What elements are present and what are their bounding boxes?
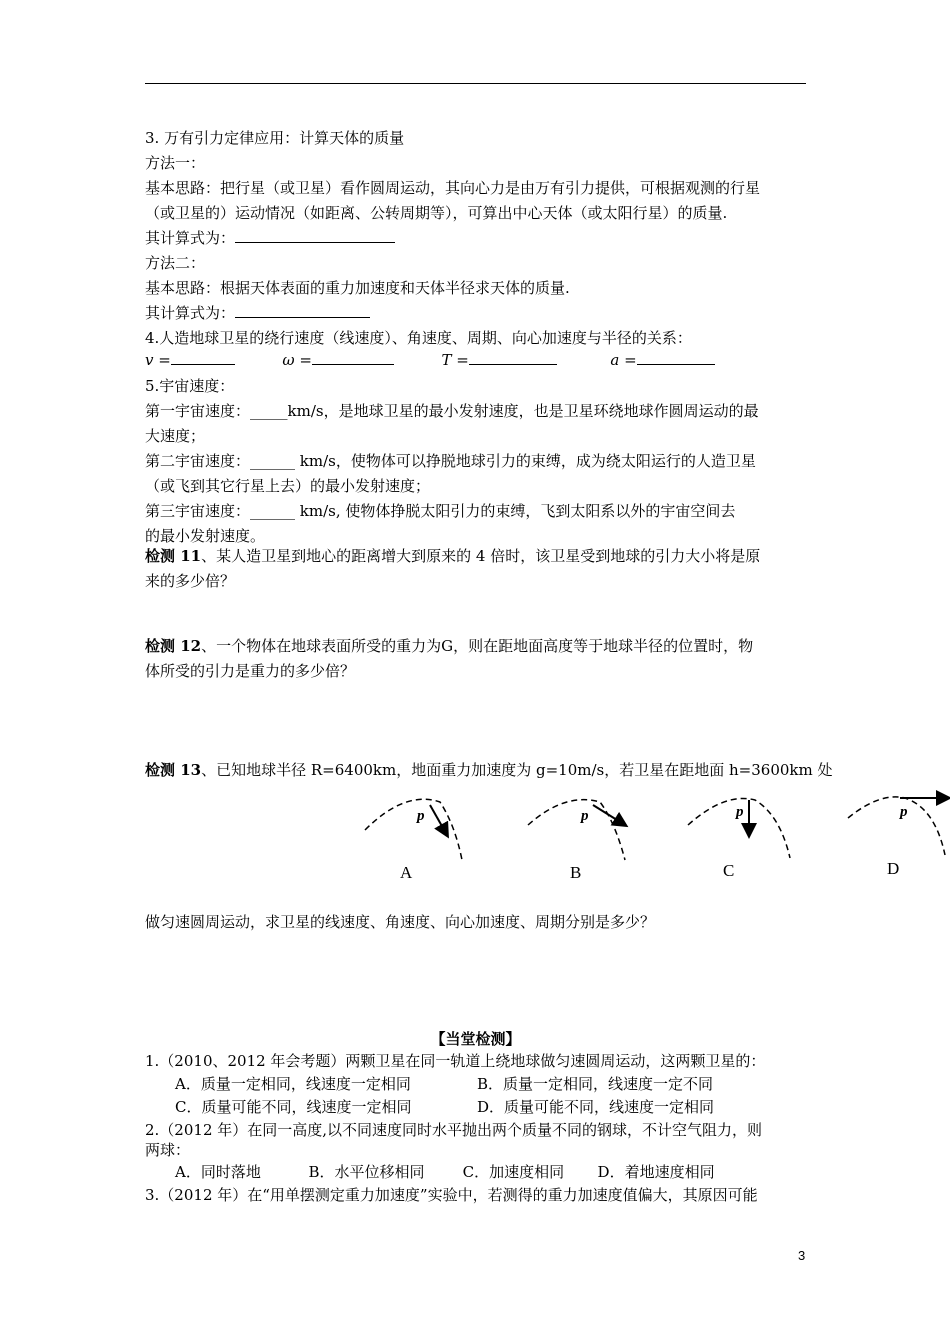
question-13-text: 、已知地球半径 R=6400km，地面重力加速度为 g=10m/s，若卫星在距地面 h=3600km 处 (201, 761, 833, 779)
v-blank[interactable] (171, 350, 235, 365)
label-A: A (400, 863, 413, 882)
test-question-2-cont: 两球： (145, 1141, 191, 1159)
first-cosmic-velocity: 第一宇宙速度：_____km/s，是地球卫星的最小发射速度，也是卫星环绕地球作圆周运动的最 (145, 402, 759, 420)
label-D: D (887, 859, 900, 878)
second-cosmic-velocity-cont: （或飞到其它行星上去）的最小发射速度； (145, 477, 431, 495)
option-A-diagram (365, 799, 462, 882)
force-arrow-B (593, 805, 625, 825)
formula-1-label: 其计算式为： (145, 229, 236, 247)
test-1-option-a[interactable]: A．质量一定相同，线速度一定相同 (175, 1075, 411, 1093)
question-12 (145, 636, 753, 656)
question-13-cont: 做匀速圆周运动，求卫星的线速度、角速度、向心加速度、周期分别是多少？ (145, 913, 656, 931)
page-number: 3 (798, 1248, 806, 1263)
test-question-3: 3.（2012 年）在“用单摆测定重力加速度”实验中，若测得的重力加速度值偏大，其原因可能 (145, 1186, 758, 1204)
test-question-2: 2.（2012 年）在同一高度,以不同速度同时水平抛出两个质量不同的钢球，不计空气阻力，则 (145, 1121, 763, 1139)
test-1-option-b[interactable]: B．质量一定相同，线速度一定不同 (477, 1075, 714, 1093)
question-11-cont: 来的多少倍？ (145, 572, 236, 590)
header-rule (145, 83, 806, 84)
T-blank[interactable] (469, 350, 557, 365)
question-11-text: 、某人造卫星到地心的距离增大到原来的 4 倍时，该卫星受到地球的引力大小将是原 (201, 547, 761, 565)
question-11 (145, 546, 760, 566)
formula-2-label: 其计算式为： (145, 304, 236, 322)
orbit-arc-D (848, 797, 945, 855)
question-13-label: 检测 13 (145, 761, 202, 779)
formula-1-line (145, 228, 395, 248)
test-question-1: 1.（2010、2012 年会考题）两颗卫星在同一轨道上绕地球做匀速圆周运动，这两颗卫星的： (145, 1052, 766, 1070)
second-cosmic-velocity: 第二宇宙速度：______ km/s，使物体可以挣脱地球引力的束缚，成为绕太阳运行的人造卫星 (145, 452, 756, 470)
question-12-text: 、一个物体在地球表面所受的重力为G，则在距地面高度等于地球半径的位置时，物 (201, 637, 754, 655)
method-2-text: 基本思路：根据天体表面的重力加速度和天体半径求天体的质量. (145, 279, 570, 297)
test-1-row-1 (175, 1074, 713, 1094)
test-2-options[interactable]: A．同时落地 B．水平位移相同 C．加速度相同 D．着地速度相同 (175, 1163, 715, 1181)
question-12-cont: 体所受的引力是重力的多少倍？ (145, 662, 356, 680)
method-2-label: 方法二： (145, 254, 206, 272)
question-12-label: 检测 12 (145, 637, 202, 655)
label-C: C (723, 861, 735, 880)
third-cosmic-velocity: 第三宇宙速度：______ km/s, 使物体挣脱太阳引力的束缚，飞到太阳系以外的宇宙空间去 (145, 502, 736, 520)
section-heading: 【当堂检测】 (430, 1030, 521, 1048)
section-3-title: 3. 万有引力定律应用：计算天体的质量 (145, 129, 405, 147)
test-1-row-2 (175, 1097, 714, 1117)
omega-blank[interactable] (312, 350, 394, 365)
section-4-title: 4.人造地球卫星的绕行速度（线速度）、角速度、周期、向心加速度与半径的关系： (145, 329, 692, 347)
relations-row (145, 350, 806, 370)
v-label: v = (145, 351, 171, 369)
method-1-text-cont: （或卫星的）运动情况（如距离、公转周期等），可算出中心天体（或太阳行星）的质量. (145, 204, 728, 222)
option-B-diagram (528, 800, 625, 882)
T-label: T = (441, 351, 469, 369)
third-cosmic-velocity-cont: 的最小发射速度。 (145, 527, 266, 545)
orbit-arc-A (365, 799, 462, 860)
test-1-option-c[interactable]: C．质量可能不同，线速度一定相同 (175, 1098, 412, 1116)
option-D-diagram (848, 797, 948, 878)
formula-2-blank[interactable] (235, 303, 370, 318)
orbit-force-figure (360, 790, 950, 890)
point-p-B: p (581, 808, 589, 824)
omega-label: ω = (282, 351, 312, 369)
point-p-A: p (417, 808, 425, 824)
method-1-text: 基本思路：把行星（或卫星）看作圆周运动，其向心力是由万有引力提供，可根据观测的行星 (145, 179, 761, 197)
label-B: B (570, 863, 582, 882)
point-p-C: p (736, 804, 744, 820)
formula-1-blank[interactable] (235, 228, 395, 243)
method-1-label: 方法一： (145, 154, 206, 172)
a-label: a = (610, 351, 637, 369)
orbit-arc-B (528, 800, 625, 860)
question-13 (145, 760, 832, 780)
first-cosmic-velocity-cont: 大速度； (145, 427, 206, 445)
test-1-option-d[interactable]: D．质量可能不同，线速度一定相同 (477, 1098, 715, 1116)
a-blank[interactable] (637, 350, 715, 365)
point-p-D: p (900, 804, 908, 820)
question-11-label: 检测 11 (145, 547, 202, 565)
formula-2-line (145, 303, 370, 323)
section-5-title: 5.宇宙速度： (145, 377, 235, 395)
option-C-diagram (688, 798, 790, 880)
